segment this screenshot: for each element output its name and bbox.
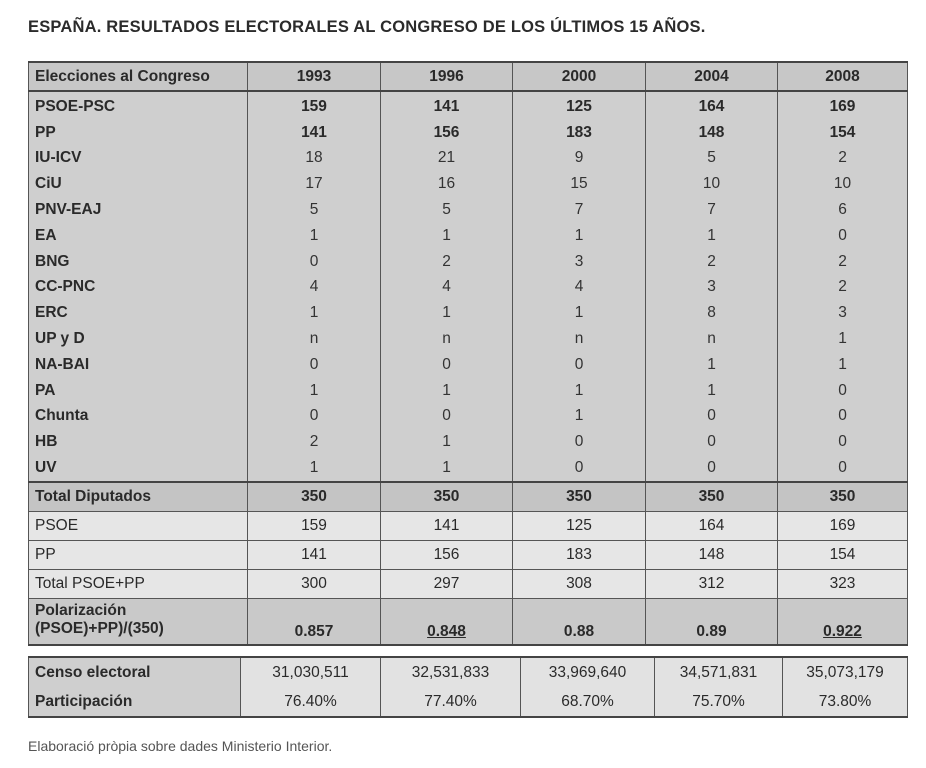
page-title: ESPAÑA. RESULTADOS ELECTORALES AL CONGRESO DE LOS ÚLTIMOS 15 AÑOS. xyxy=(28,18,706,36)
seat-count: 3 xyxy=(778,300,908,326)
seat-count: 1 xyxy=(513,223,646,249)
table-row xyxy=(29,300,908,326)
seat-count: 154 xyxy=(778,120,908,146)
seat-count: 1 xyxy=(646,223,778,249)
pp-row-value: 156 xyxy=(381,540,513,569)
table-row xyxy=(29,352,908,378)
seat-count: 10 xyxy=(646,171,778,197)
seat-count: 1 xyxy=(381,378,513,404)
polarization-label xyxy=(29,598,248,645)
polarization-value: 0.848 xyxy=(381,598,513,645)
party-name: ERC xyxy=(29,300,248,326)
pp-row-value: 141 xyxy=(248,540,381,569)
psoe-row-value: 125 xyxy=(513,511,646,540)
table-row xyxy=(29,120,908,146)
psoe-row-value: 159 xyxy=(248,511,381,540)
seat-count: 0 xyxy=(646,455,778,482)
party-name: UP y D xyxy=(29,326,248,352)
table-row xyxy=(29,378,908,404)
participation-value: 76.40% xyxy=(241,688,381,717)
party-name: Chunta xyxy=(29,404,248,430)
seat-count: 164 xyxy=(646,91,778,120)
header-label: Elecciones al Congreso xyxy=(29,62,248,91)
seat-count: 141 xyxy=(381,91,513,120)
seat-count: 1 xyxy=(381,223,513,249)
seat-count: 9 xyxy=(513,146,646,172)
total-psoe-pp-row-value: 312 xyxy=(646,569,778,598)
seat-count: n xyxy=(513,326,646,352)
seat-count: 4 xyxy=(248,275,381,301)
seat-count: 1 xyxy=(381,455,513,482)
polarization-row xyxy=(29,598,908,645)
party-name: BNG xyxy=(29,249,248,275)
seat-count: 148 xyxy=(646,120,778,146)
seat-count: 0 xyxy=(513,429,646,455)
seat-count: 1 xyxy=(778,352,908,378)
psoe-row-value: 164 xyxy=(646,511,778,540)
seat-count: 5 xyxy=(646,146,778,172)
seat-count: 0 xyxy=(646,404,778,430)
seat-count: 5 xyxy=(381,197,513,223)
seat-count: 5 xyxy=(248,197,381,223)
seat-count: 1 xyxy=(513,300,646,326)
seat-count: 1 xyxy=(248,300,381,326)
seat-count: 0 xyxy=(248,352,381,378)
year-header: 2008 xyxy=(778,62,908,91)
party-name: PSOE-PSC xyxy=(29,91,248,120)
seat-count: 1 xyxy=(248,455,381,482)
polarization-label-line2: (PSOE)+PP)/(350) xyxy=(35,619,164,637)
year-header: 1993 xyxy=(248,62,381,91)
seat-count: 0 xyxy=(513,352,646,378)
seat-count: 3 xyxy=(646,275,778,301)
table-row xyxy=(29,91,908,120)
table-row xyxy=(29,146,908,172)
table-row xyxy=(29,429,908,455)
table-row xyxy=(29,326,908,352)
seat-count: 141 xyxy=(248,120,381,146)
psoe-row-value: 141 xyxy=(381,511,513,540)
seat-count: 18 xyxy=(248,146,381,172)
census-value: 35,073,179 xyxy=(783,657,908,688)
census-value: 31,030,511 xyxy=(241,657,381,688)
table-row xyxy=(29,249,908,275)
party-name: CiU xyxy=(29,171,248,197)
polarization-value: 0.89 xyxy=(646,598,778,645)
census-label: Censo electoral xyxy=(29,657,241,688)
polarization-value: 0.922 xyxy=(778,598,908,645)
total-psoe-pp-row-value: 300 xyxy=(248,569,381,598)
pp-row-value: 148 xyxy=(646,540,778,569)
table-header-row xyxy=(29,62,908,91)
seat-count: 0 xyxy=(778,455,908,482)
seat-count: 2 xyxy=(778,275,908,301)
participation-value: 73.80% xyxy=(783,688,908,717)
pp-row-label: PP xyxy=(29,540,248,569)
seat-count: 0 xyxy=(381,404,513,430)
year-header: 2004 xyxy=(646,62,778,91)
total-diputados-row-value: 350 xyxy=(513,482,646,512)
seat-count: 2 xyxy=(381,249,513,275)
seat-count: 0 xyxy=(778,429,908,455)
source-note: Elaboració pròpia sobre dades Ministerio Interior. xyxy=(28,738,333,754)
census-value: 32,531,833 xyxy=(381,657,521,688)
seat-count: 0 xyxy=(646,429,778,455)
total-diputados-row-label: Total Diputados xyxy=(29,482,248,512)
table-row xyxy=(29,197,908,223)
seat-count: 21 xyxy=(381,146,513,172)
seat-count: 6 xyxy=(778,197,908,223)
party-name: UV xyxy=(29,455,248,482)
participation-label: Participación xyxy=(29,688,241,717)
seat-count: 1 xyxy=(646,352,778,378)
total-diputados-row-value: 350 xyxy=(381,482,513,512)
seat-count: 0 xyxy=(778,404,908,430)
seat-count: 15 xyxy=(513,171,646,197)
seat-count: 4 xyxy=(513,275,646,301)
table-row xyxy=(29,171,908,197)
party-name: PA xyxy=(29,378,248,404)
party-name: NA-BAI xyxy=(29,352,248,378)
seat-count: 1 xyxy=(248,378,381,404)
pp-row-value: 154 xyxy=(778,540,908,569)
seat-count: 17 xyxy=(248,171,381,197)
polarization-value: 0.88 xyxy=(513,598,646,645)
total-psoe-pp-row-value: 308 xyxy=(513,569,646,598)
seat-count: 1 xyxy=(248,223,381,249)
census-row xyxy=(29,657,908,688)
year-header: 1996 xyxy=(381,62,513,91)
seat-count: 3 xyxy=(513,249,646,275)
total-diputados-row-value: 350 xyxy=(646,482,778,512)
seat-count: 159 xyxy=(248,91,381,120)
seat-count: 7 xyxy=(646,197,778,223)
total-psoe-pp-row-value: 323 xyxy=(778,569,908,598)
seat-count: 10 xyxy=(778,171,908,197)
party-name: EA xyxy=(29,223,248,249)
total-diputados-row-value: 350 xyxy=(778,482,908,512)
seat-count: 183 xyxy=(513,120,646,146)
seat-count: 7 xyxy=(513,197,646,223)
pp-row xyxy=(29,540,908,569)
seat-count: 2 xyxy=(646,249,778,275)
seat-count: n xyxy=(646,326,778,352)
seat-count: 2 xyxy=(778,146,908,172)
participation-row xyxy=(29,688,908,717)
participation-value: 68.70% xyxy=(521,688,655,717)
participation-value: 75.70% xyxy=(655,688,783,717)
census-table xyxy=(28,656,908,718)
participation-value: 77.40% xyxy=(381,688,521,717)
seat-count: 0 xyxy=(513,455,646,482)
table-row xyxy=(29,223,908,249)
total-diputados-row xyxy=(29,482,908,512)
seat-count: 156 xyxy=(381,120,513,146)
total-psoe-pp-row-label: Total PSOE+PP xyxy=(29,569,248,598)
total-psoe-pp-row-value: 297 xyxy=(381,569,513,598)
seat-count: 16 xyxy=(381,171,513,197)
results-table xyxy=(28,61,908,646)
seat-count: 0 xyxy=(248,404,381,430)
seat-count: 169 xyxy=(778,91,908,120)
seat-count: 1 xyxy=(646,378,778,404)
psoe-row-value: 169 xyxy=(778,511,908,540)
seat-count: 125 xyxy=(513,91,646,120)
party-name: HB xyxy=(29,429,248,455)
party-name: CC-PNC xyxy=(29,275,248,301)
total-diputados-row-value: 350 xyxy=(248,482,381,512)
seat-count: 2 xyxy=(248,429,381,455)
pp-row-value: 183 xyxy=(513,540,646,569)
census-value: 33,969,640 xyxy=(521,657,655,688)
seat-count: 0 xyxy=(381,352,513,378)
psoe-row xyxy=(29,511,908,540)
census-value: 34,571,831 xyxy=(655,657,783,688)
seat-count: 1 xyxy=(381,300,513,326)
table-row xyxy=(29,275,908,301)
seat-count: 1 xyxy=(513,404,646,430)
polarization-value: 0.857 xyxy=(248,598,381,645)
party-name: PNV-EAJ xyxy=(29,197,248,223)
psoe-row-label: PSOE xyxy=(29,511,248,540)
seat-count: n xyxy=(381,326,513,352)
seat-count: 1 xyxy=(778,326,908,352)
seat-count: 0 xyxy=(778,223,908,249)
polarization-label-line1: Polarización xyxy=(35,601,127,619)
year-header: 2000 xyxy=(513,62,646,91)
party-name: IU-ICV xyxy=(29,146,248,172)
party-name: PP xyxy=(29,120,248,146)
seat-count: 4 xyxy=(381,275,513,301)
seat-count: 0 xyxy=(248,249,381,275)
total-psoe-pp-row xyxy=(29,569,908,598)
seat-count: 8 xyxy=(646,300,778,326)
table-row xyxy=(29,404,908,430)
seat-count: 1 xyxy=(513,378,646,404)
seat-count: n xyxy=(248,326,381,352)
seat-count: 0 xyxy=(778,378,908,404)
table-row xyxy=(29,455,908,482)
seat-count: 2 xyxy=(778,249,908,275)
seat-count: 1 xyxy=(381,429,513,455)
